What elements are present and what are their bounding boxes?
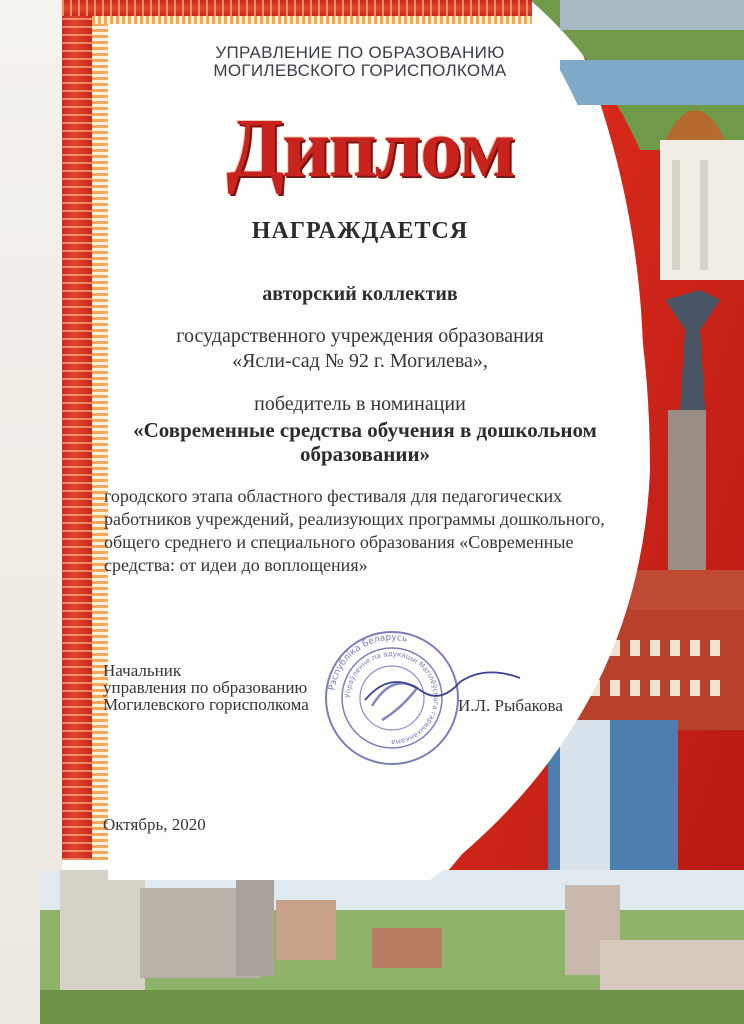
issue-date: Октябрь, 2020 [103,815,206,834]
organization-line-1: УПРАВЛЕНИЕ ПО ОБРАЗОВАНИЮ [215,43,505,62]
stamp-outer-text: Рэспубліка Беларусь [327,632,409,692]
event-description [104,485,652,577]
signatory-name: И.Л. Рыбакова [458,696,563,715]
awarded-heading: НАГРАЖДАЕТСЯ [251,218,469,244]
nomination-title [105,418,625,466]
stamp-inner-text: Упраўленне па адукацыі Магілёўскага гарвыканкама [343,649,441,747]
signatory-line-2: управления по образованию [103,678,308,697]
nomination-intro: победитель в номинации [254,393,466,415]
description-line-4: средства: от идеи до воплощения» [104,555,368,575]
diploma-title: Диплом [226,102,514,195]
issuing-organization [150,44,570,80]
signatory-line-3: Могилевского горисполкома [103,695,309,714]
nomination-line-1: «Современные средства обучения в дошкольном [133,418,597,442]
nomination-line-2: образовании» [299,442,431,466]
description-line-3: общего среднего и специального образования «Современные [104,532,574,552]
signatory-title [103,662,309,713]
signatory-line-1: Начальник [103,661,182,680]
institution-line-1: государственного учреждения образования [176,325,544,347]
description-line-2: работников учреждений, реализующих программы дошкольного, [104,509,605,529]
institution-line-2: «Ясли-сад № 92 г. Могилева», [232,350,488,372]
description-line-1: городского этапа областного фестиваля для педагогических [104,486,563,506]
recipient-collective: авторский коллектив [262,283,458,305]
organization-line-2: МОГИЛЕВСКОГО ГОРИСПОЛКОМА [213,61,507,80]
